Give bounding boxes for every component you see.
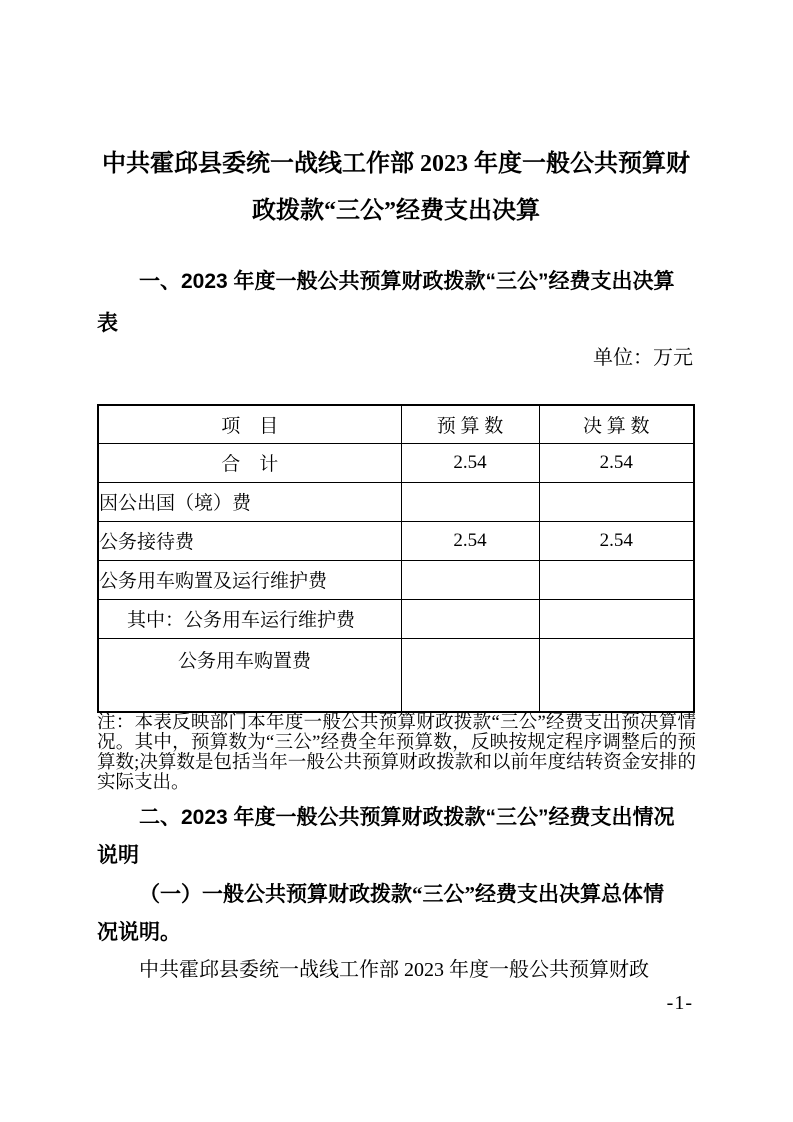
table-row-vehicle-total <box>98 560 694 599</box>
page-number: -1- <box>666 992 693 1014</box>
table-row-reception-fee <box>98 521 694 560</box>
document-title-line-2: 政拨款“三公”经费支出决算 <box>252 198 540 224</box>
section2-heading-line-1: 二、2023 年度一般公共预算财政拨款“三公”经费支出情况 <box>139 806 675 829</box>
row-final-value: 2.54 <box>539 521 694 560</box>
three-public-expense-table <box>97 404 695 713</box>
row-final-value <box>539 482 694 521</box>
row-budget-value <box>401 482 539 521</box>
row-budget-value: 2.54 <box>401 443 539 482</box>
section2-heading-line-2: 说明 <box>97 844 139 867</box>
section1-heading <box>97 261 703 345</box>
section1-heading-line-2: 表 <box>97 312 118 335</box>
row-item-label: 合 计 <box>98 443 401 482</box>
row-budget-value: 2.54 <box>401 521 539 560</box>
row-item-label: 公务用车购置费 <box>98 638 401 712</box>
row-item-label: 其中：公务用车运行维护费 <box>98 599 401 638</box>
table-note: 注：本表反映部门本年度一般公共预算财政拨款“三公”经费支出预决算情况。其中，预算数为“三公”经费全年预算数，反映按规定程序调整后的预算数;决算数是包括当年一般公共预算财政拨款和以前年度结转资金安排的实际支出。 <box>97 713 696 793</box>
table-row-total <box>98 443 694 482</box>
section2-subheading-line-1: （一）一般公共预算财政拨款“三公”经费支出决算总体情 <box>139 882 664 906</box>
col-header-budget: 预 算 数 <box>401 405 539 443</box>
table-row-vehicle-maintenance <box>98 599 694 638</box>
row-item-label: 公务用车购置及运行维护费 <box>98 560 401 599</box>
row-final-value <box>539 599 694 638</box>
col-header-item: 项 目 <box>98 405 401 443</box>
document-title-line-1: 中共霍邱县委统一战线工作部 2023 年度一般公共预算财 <box>102 151 690 177</box>
row-budget-value <box>401 599 539 638</box>
row-item-label: 因公出国（境）费 <box>98 482 401 521</box>
table-header-row <box>98 405 694 443</box>
section1-heading-line-1: 一、2023 年度一般公共预算财政拨款“三公”经费支出决算 <box>139 270 675 293</box>
table-row-vehicle-purchase <box>98 638 694 712</box>
section2-subheading-line-2: 况说明。 <box>97 920 181 944</box>
col-header-final: 决 算 数 <box>539 405 694 443</box>
section2-paragraph-line: 中共霍邱县委统一战线工作部 2023 年度一般公共预算财政 <box>139 959 649 981</box>
unit-label: 单位：万元 <box>593 347 693 369</box>
row-final-value <box>539 638 694 712</box>
row-budget-value <box>401 560 539 599</box>
row-budget-value <box>401 638 539 712</box>
row-final-value: 2.54 <box>539 443 694 482</box>
table-row-abroad-fee <box>98 482 694 521</box>
row-item-label: 公务接待费 <box>98 521 401 560</box>
document-title <box>86 141 706 235</box>
section2 <box>97 799 703 989</box>
row-final-value <box>539 560 694 599</box>
